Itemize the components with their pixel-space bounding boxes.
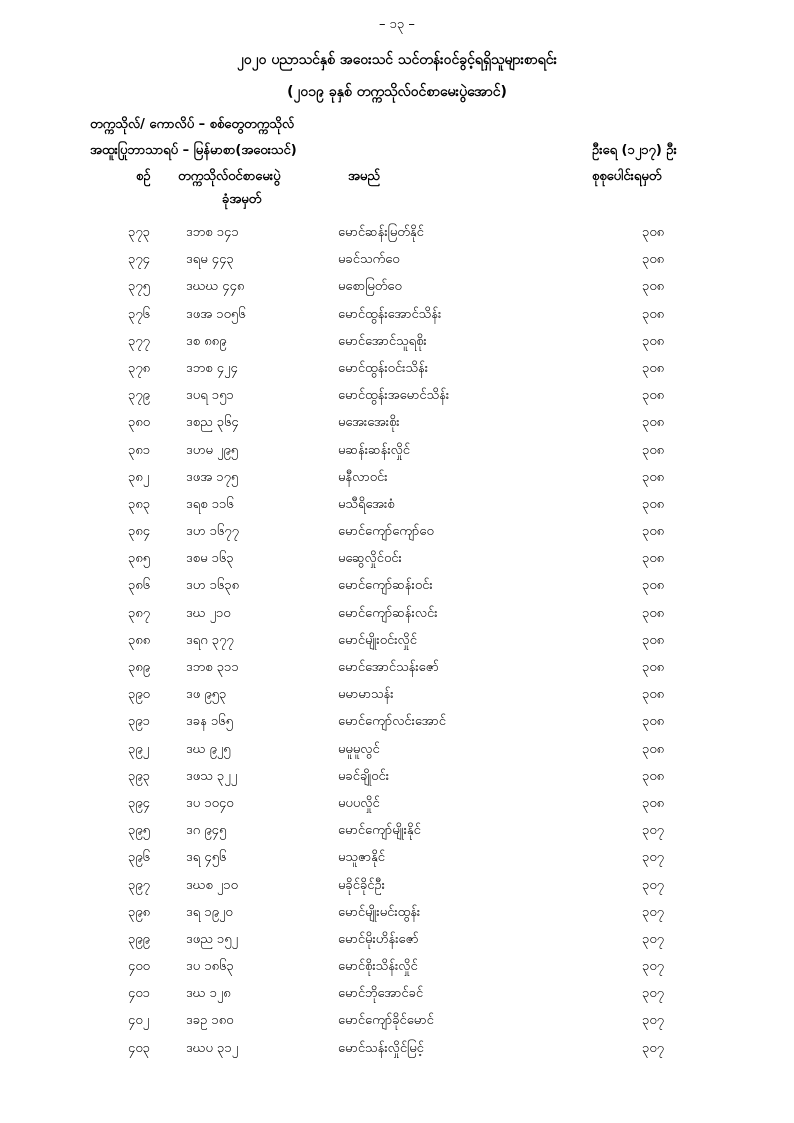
row-total-mark: ၃၀၈: [642, 252, 665, 268]
table-row: [0, 820, 794, 847]
row-number: ၃၇၄: [128, 252, 150, 268]
row-roll-number: ဒရ ၄၅၆: [186, 850, 227, 866]
row-roll-number: ဒဟ ၁၆၃၈: [186, 578, 239, 594]
row-roll-number: ဒခဥ ၁၈၀: [186, 1013, 234, 1029]
row-total-mark: ၃၀၈: [642, 524, 665, 540]
row-total-mark: ၃၀၇: [642, 904, 664, 920]
row-name: မောင်သန်းလှိုင်မြင့်: [338, 1040, 424, 1056]
results-table: [0, 222, 794, 1065]
table-row: [0, 575, 794, 602]
row-number: ၃၇၃: [128, 225, 150, 240]
row-number: ၃၈၀: [128, 415, 151, 431]
header-number: စဉ်: [136, 169, 151, 184]
row-name: မောင်မျိုးမင်းထွန်း: [338, 904, 421, 920]
row-number: ၃၉၁: [128, 714, 150, 730]
row-name: မောင်စိုးသိန်းလှိုင်: [338, 959, 418, 975]
row-roll-number: ဒရစ ၁၁၆: [186, 496, 234, 512]
row-number: ၃၉၅: [128, 823, 150, 839]
document-subtitle: (၂၀၁၉ ခုနှစ် တက္ကသိုလ်ဝင်စာမေးပွဲအောင်): [287, 84, 507, 100]
row-name: မောင်ကျော်ဆန်းဝင်း: [338, 578, 433, 594]
row-total-mark: ၃၀၇: [642, 1040, 664, 1056]
row-total-mark: ၃၀၇: [642, 1013, 664, 1029]
row-number: ၃၉၃: [128, 768, 150, 784]
row-number: ၃၉၄: [128, 795, 150, 811]
table-row: [0, 440, 794, 467]
row-name: မစောမြတ်ဝေ: [338, 279, 402, 295]
row-name: မောင်ကျော်ဆန်းလင်း: [338, 605, 438, 621]
row-total-mark: ၃၀၈: [642, 496, 665, 512]
table-row: [0, 467, 794, 494]
row-number: ၃၈၇: [128, 605, 151, 621]
university-line: တက္ကသိုလ်/ ကောလိပ် – စစ်တွေတက္ကသိုလ်: [90, 117, 295, 132]
header-roll-number: တက္ကသိုလ်ဝင်စာမေးပွဲ: [178, 169, 281, 184]
row-number: ၃၈၆: [128, 578, 151, 594]
table-row: [0, 929, 794, 956]
row-name: မောင်ဘိုအောင်ခင်: [338, 986, 424, 1002]
row-name: မောင်ထွန်းအောင်သိန်း: [338, 306, 442, 322]
row-total-mark: ၃၀၈: [642, 279, 665, 295]
row-roll-number: ဒပ ၁၈၆၃: [186, 959, 234, 975]
row-number: ၃၇၇: [128, 333, 150, 349]
row-name: မဆွေလှိုင်ဝင်း: [338, 551, 402, 567]
row-total-mark: ၃၀၈: [642, 632, 665, 648]
row-total-mark: ၃၀၈: [642, 442, 665, 458]
row-name: မောင်ဆန်းမြတ်နိုင်: [338, 225, 424, 240]
table-row: [0, 222, 794, 249]
row-number: ၃၈၉: [128, 660, 151, 675]
row-roll-number: ဒဃစ ၂၁၀: [186, 877, 238, 893]
row-roll-number: ဒဘစ ၁၄၁: [186, 225, 239, 240]
row-total-mark: ၃၀၈: [642, 415, 665, 431]
row-total-mark: ၃၀၈: [642, 714, 665, 730]
row-total-mark: ၃၀၈: [642, 306, 665, 322]
row-roll-number: ဒစ ၈၈၉: [186, 333, 227, 349]
row-number: ၃၈၈: [128, 632, 151, 648]
row-roll-number: ဒစမ ၁၆၃: [186, 551, 234, 567]
row-number: ၃၇၆: [128, 306, 150, 322]
row-number: ၄၀၁: [128, 986, 150, 1002]
subject-line: အထူးပြုဘာသာရပ် – မြန်မာစာ(အဝေးသင်): [90, 143, 297, 158]
row-roll-number: ဒရဂ ၃၇၇: [186, 632, 234, 648]
row-total-mark: ၃၀၈: [642, 578, 665, 594]
row-total-mark: ၃၀၈: [642, 741, 665, 757]
row-name: မဆန်းဆန်းလှိုင်: [338, 442, 411, 458]
row-roll-number: ဒခန ၁၆၅: [186, 714, 233, 730]
row-number: ၃၉၀: [128, 687, 150, 703]
row-total-mark: ၃၀၈: [642, 551, 665, 567]
row-total-mark: ၃၀၇: [642, 931, 664, 947]
row-number: ၃၉၉: [128, 931, 150, 947]
row-roll-number: ဒရ ၁၉၂၀: [186, 904, 233, 920]
row-roll-number: ဒဖအ ၁၇၅: [186, 469, 239, 485]
header-name: အမည်: [348, 169, 380, 184]
row-name: မောင်ကျော်လင်းအောင်: [338, 714, 446, 730]
row-roll-number: ဒဘစ ၄၂၄: [186, 360, 238, 376]
table-row: [0, 603, 794, 630]
table-row: [0, 630, 794, 657]
table-row: [0, 902, 794, 929]
row-number: ၃၈၅: [128, 551, 151, 567]
table-row: [0, 983, 794, 1010]
row-name: မသူဇာနိုင်: [338, 850, 385, 866]
row-roll-number: ဒဃ ၉၂၅: [186, 741, 231, 757]
table-row: [0, 1038, 794, 1065]
row-name: မောင်ထွန်းအမောင်သိန်း: [338, 388, 450, 404]
row-roll-number: ဒစည ၃၆၄: [186, 415, 239, 431]
row-total-mark: ၃၀၈: [642, 469, 665, 485]
row-number: ၄၀၂: [128, 1013, 150, 1029]
row-roll-number: ဒပ ၁၀၄၀: [186, 795, 234, 811]
row-number: ၃၉၈: [128, 904, 151, 920]
table-row: [0, 249, 794, 276]
table-row: [0, 304, 794, 331]
row-roll-number: ဒဂ ၉၄၅: [186, 823, 227, 839]
row-roll-number: ဒရမ ၄၄၃: [186, 252, 234, 268]
document-title: ၂၀၂၀ ပညာသင်နှစ် အဝေးသင် သင်တန်းဝင်ခွင့်ရရှိသူများစာရင်း: [236, 52, 558, 68]
header-roll-number-line2: ခုံအမှတ်: [222, 192, 262, 207]
row-name: မသီရိအေးစံ: [338, 496, 395, 512]
table-row: [0, 875, 794, 902]
table-row: [0, 276, 794, 303]
total-count: ဦးရေ (၁၂၁၇) ဦး: [592, 143, 677, 158]
table-row: [0, 331, 794, 358]
row-number: ၄၀၀: [128, 959, 150, 975]
row-roll-number: ဒဖ ၉၅၃: [186, 687, 227, 703]
row-total-mark: ၃၀၈: [642, 225, 665, 240]
row-roll-number: ဒဖသ ၃၂၂: [186, 768, 237, 784]
table-row: [0, 385, 794, 412]
row-total-mark: ၃၀၈: [642, 660, 665, 675]
row-total-mark: ၃၀၇: [642, 959, 664, 975]
row-total-mark: ၃၀၈: [642, 768, 665, 784]
row-roll-number: ဒဃပ ၃၁၂: [186, 1040, 239, 1056]
row-number: ၄၀၃: [128, 1040, 150, 1056]
row-number: ၃၇၅: [128, 279, 150, 295]
table-row: [0, 793, 794, 820]
row-roll-number: ဒဃ ၂၁၀: [186, 605, 231, 621]
table-row: [0, 956, 794, 983]
row-roll-number: ဒဖအ ၁၀၅၆: [186, 306, 246, 322]
header-total-marks: စုစုပေါင်းရမှတ်: [592, 169, 662, 184]
row-number: ၃၈၄: [128, 524, 151, 540]
table-row: [0, 358, 794, 385]
row-name: မပပလှိုင်: [338, 795, 380, 811]
row-name: မောင်မျိုးဝင်းလှိုင်: [338, 632, 417, 648]
table-row: [0, 1010, 794, 1037]
row-roll-number: ဒဟမ ၂၉၅: [186, 442, 239, 458]
row-name: မောင်အောင်သူရစိုး: [338, 333, 427, 349]
row-number: ၃၉၆: [128, 850, 150, 866]
row-roll-number: ဒဃဃ ၄၄၈: [186, 279, 245, 295]
row-total-mark: ၃၀၈: [642, 360, 665, 376]
table-row: [0, 657, 794, 684]
row-number: ၃၉၂: [128, 741, 150, 757]
row-name: မောင်ကျော်ကျော်ဝေ: [338, 524, 434, 540]
table-row: [0, 684, 794, 711]
table-row: [0, 494, 794, 521]
row-name: မမူမူလွင်: [338, 741, 380, 757]
table-row: [0, 548, 794, 575]
row-total-mark: ၃၀၇: [642, 850, 664, 866]
row-number: ၃၇၉: [128, 388, 150, 404]
row-name: မခိုင်ခိုင်ဦး: [338, 877, 385, 893]
row-name: မောင်ကျော်မျိုးနိုင်: [338, 823, 421, 839]
row-total-mark: ၃၀၇: [642, 823, 664, 839]
row-name: မောင်ထွန်းဝင်းသိန်း: [338, 360, 429, 376]
row-total-mark: ၃၀၈: [642, 605, 665, 621]
row-number: ၃၈၃: [128, 496, 151, 512]
table-row: [0, 766, 794, 793]
row-roll-number: ဒဖည ၁၅၂: [186, 931, 238, 947]
row-total-mark: ၃၀၈: [642, 388, 665, 404]
row-number: ၃၈၂: [128, 469, 150, 485]
row-number: ၃၇၈: [128, 360, 151, 376]
row-name: မောင်ကျော်ခိုင်မောင်: [338, 1013, 434, 1029]
row-total-mark: ၃၀၇: [642, 986, 664, 1002]
row-number: ၃၈၁: [128, 442, 151, 458]
table-row: [0, 711, 794, 738]
table-row: [0, 847, 794, 874]
row-roll-number: ဒဃ ၁၂၈: [186, 986, 231, 1002]
row-name: မောင်အောင်သန်းဇော်: [338, 660, 439, 675]
row-name: မခင်သက်ဝေ: [338, 252, 400, 268]
page-number: – ၁၃ –: [379, 17, 415, 32]
row-name: မမာမာသန်း: [338, 687, 394, 703]
table-row: [0, 521, 794, 548]
row-number: ၃၉၇: [128, 877, 150, 893]
row-total-mark: ၃၀၈: [642, 687, 665, 703]
row-name: မနီလာဝင်း: [338, 469, 388, 485]
row-total-mark: ၃၀၈: [642, 795, 665, 811]
row-roll-number: ဒဟ ၁၆၇၇: [186, 524, 239, 540]
row-name: မအေးအေးစိုး: [338, 415, 400, 431]
row-roll-number: ဒပရ ၁၅၁: [186, 388, 234, 404]
row-roll-number: ဒဘစ ၃၁၁: [186, 660, 239, 675]
row-name: မခင်ချိုဝင်း: [338, 768, 389, 784]
row-total-mark: ၃၀၈: [642, 333, 665, 349]
row-total-mark: ၃၀၇: [642, 877, 664, 893]
table-row: [0, 739, 794, 766]
row-name: မောင်မိုးဟိန်းဇော်: [338, 931, 419, 947]
table-row: [0, 412, 794, 439]
